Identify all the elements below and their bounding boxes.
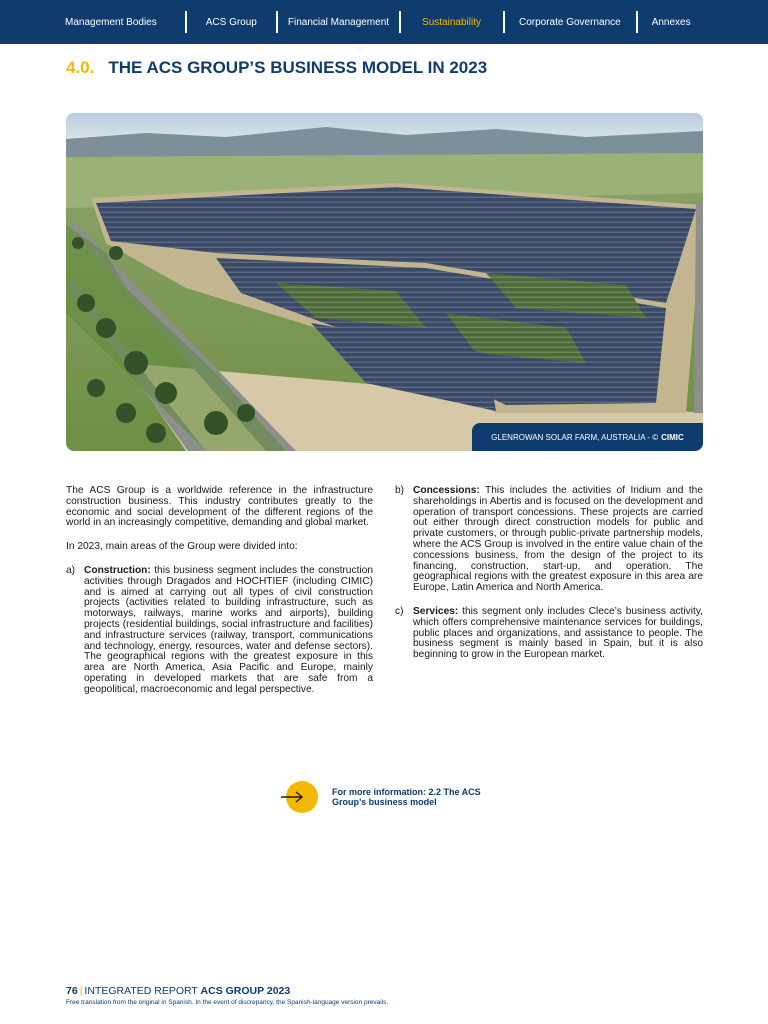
report-name: ACS GROUP 2023 [200,985,291,997]
caption-text: GLENROWAN SOLAR FARM, AUSTRALIA - © [491,432,659,442]
report-label: INTEGRATED REPORT [84,985,198,997]
nav-separator [399,11,401,33]
list-text: this business segment includes the construction activities through Dragados and HOCHTIEF (including CIMIC) and is aimed at carrying out all types of civil construction projects (activities related to building infrastructure, such as motorways, railways, marine works and airports), building projects (residential buildings, social infrastructure and facilities) and infrastructure services (railway, transport, communications and technology, energy, resources, water and defense sectors). The geographical regions with the greatest exposure in this area are North America, Asia Pacific and Europe, mainly operating in developed markets that are safe from a geopolitical, macroeconomic and legal perspective. [84,564,373,695]
section-title: THE ACS GROUP’S BUSINESS MODEL IN 2023 [108,58,488,77]
photo-caption [472,423,703,451]
list-item [395,607,703,661]
top-navigation [0,0,768,44]
list-body [413,486,703,594]
list-item [395,486,703,594]
nav-separator [503,11,505,33]
nav-item-sustainability[interactable]: Sustainability [422,16,481,28]
left-column [66,486,373,709]
section-number: 4.0. [66,58,95,77]
list-text: this segment only includes Clece’s business activity, which offers comprehensive maintenance services for buildings, public places and organizations, and assistance to people. The business segment is mainly based in Spain, but it is also beginning to grow in the European market. [413,605,703,661]
nav-separator [185,11,187,33]
solar-farm-photo [66,113,703,451]
caption-brand: CIMIC [661,432,684,442]
more-info-text: For more information: 2.2 The ACS Group’s business model [332,787,481,807]
list-term: Services: [413,605,459,617]
arrow-right-icon [280,789,306,805]
page-title [66,58,487,78]
translation-note: Free translation from the original in Spanish. In the event of discrepancy, the Spanish-language version prevails. [66,999,389,1006]
list-item [66,566,373,696]
list-term: Concessions: [413,485,480,496]
list-term: Construction: [84,564,151,576]
list-marker: a) [66,564,76,576]
footer-separator: | [79,985,83,997]
list-body [84,566,373,696]
solar-farm-aerial-image [66,113,703,451]
right-column [395,486,703,674]
more-info-link[interactable] [286,781,482,813]
list-body [413,607,703,661]
nav-item-acs-group[interactable]: ACS Group [205,16,257,28]
info-circle [286,781,318,813]
list-text: This includes the activities of Iridium and the shareholdings in Abertis and is focused on the development and operation of transport concessions. These projects are carried out either through direct construction models for public and private customers, or through public-private partnership models, where the ACS Group is involved in the entire value chain of the concessions business, from the design of the project to its financing, construction, start-up, and operation. The geographical regions with the greatest exposure in this area are Europe, Latin America and North America. [413,485,703,594]
nav-separator [636,11,638,33]
nav-item-management-bodies[interactable]: Management Bodies [65,16,157,28]
list-marker: c) [395,605,404,617]
nav-item-annexes[interactable]: Annexes [651,16,691,28]
page-number: 76 [66,985,78,997]
nav-item-financial-management[interactable]: Financial Management [287,16,390,28]
nav-separator [276,11,278,33]
nav-item-corporate-governance[interactable]: Corporate Governance [518,16,621,28]
lead-paragraph: In 2023, main areas of the Group were divided into: [66,541,298,553]
footer [66,985,290,997]
list-marker: b) [395,485,405,496]
intro-paragraph: The ACS Group is a worldwide reference in the infrastructure construction business. This industry contributes greatly to the economic and social development of the different regions of the world in an increasingly competitive, demanding and global market. [66,485,373,529]
